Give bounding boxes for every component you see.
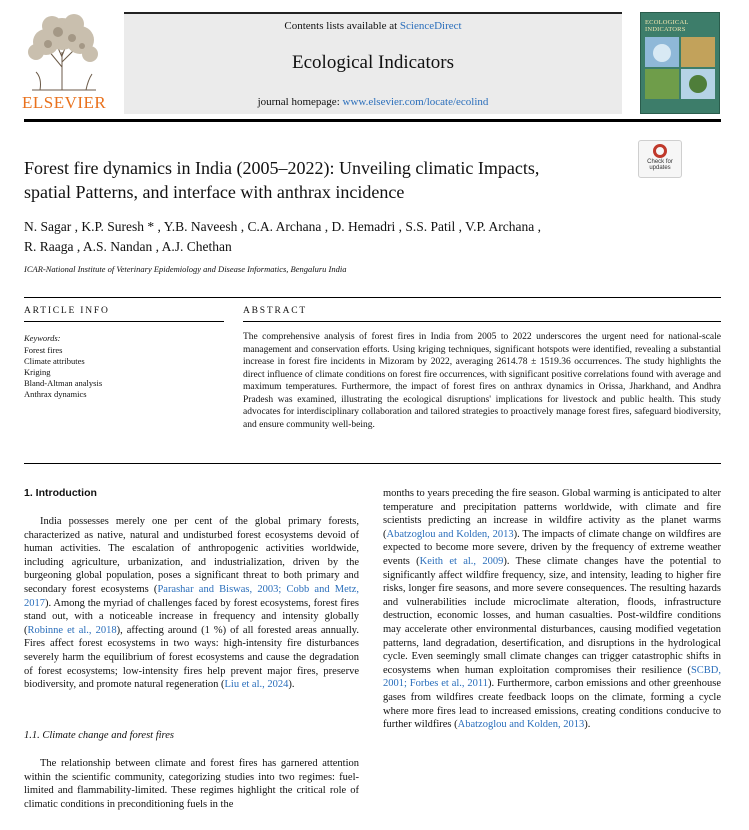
citation-link[interactable]: Keith et al., 2009 — [419, 555, 504, 567]
homepage-line: journal homepage: www.elsevier.com/locate/ecolind — [257, 96, 489, 108]
section-rule — [24, 297, 721, 298]
article-title: Forest fire dynamics in India (2005–2022): Unveiling climatic Impacts, spatial Patterns, and interface with anthrax incidence — [24, 158, 540, 202]
keyword-item: Climate attributes — [24, 356, 85, 366]
keyword-item: Bland-Altman analysis — [24, 378, 103, 388]
journal-header — [124, 12, 622, 114]
article-info-rule — [24, 321, 224, 322]
check-updates-line1: Check for — [647, 159, 673, 165]
cover-title-line1: ECOLOGICAL — [645, 19, 689, 26]
sciencedirect-link[interactable]: ScienceDirect — [399, 20, 462, 32]
intro-paragraph: India possesses merely one per cent of the global primary forests, characterized as native, natural and undisturbed forest ecosystems devoid of human activities. The escalation of anthropogenic activities worldwide, including agriculture, urbanization, and industrialization, driven by the burgeoning global population, poses a significant threat to both primary and secondary forest ecosystems (Parashar and Biswas, 2003; Cobb and Metz, 2017). Among the myriad of challenges faced by forest ecosystems, forest fires stand out, with a noticeable increase in frequency and intensity globally (Robinne et al., 2018), affecting around (1 %) of all forested areas annually. Fires affect forest ecosystems in two ways: high-intensity fire disturbances severely harm the equilibrium of forest ecosystems and cause the degradation of forest ecosystems; low-intensity fires help prevent major fires, preserve biodiversity, and promote natural regeneration (Liu et al., 2024). — [24, 516, 359, 691]
author-list: N. Sagar , K.P. Suresh * , Y.B. Naveesh , C.A. Archana , D. Hemadri , S.S. Patil , V.P. Archana , R. Raaga , A.S. Nandan , A.J. Chethan — [24, 219, 541, 254]
publisher-name: ELSEVIER — [22, 93, 107, 112]
right-column-paragraph: months to years preceding the fire season. Global warming is anticipated to alter temperature and precipitation patterns worldwide, with climate and fire scientists predicting an increase in wildfire activity as the planet warms (Abatzoglou and Kolden, 2013). The impacts of climate change on wildfires are expected to become more severe, driven by the frequency of extreme weather events (Keith et al., 2009). These climate changes have the potential to significantly affect wildfire frequency, size, and intensity, leading to higher fire risks, longer fire seasons, and more severe consequences. The resulting hazards and vulnerabilities include microclimate alteration, floods, infrastructure destruction, economic losses, and human casualties. Post-wildfire conditions may accelerate other environmental disturbances, causing modified vegetation patterns, land degradation, desertification, and disruptions in the hydrological cycle. Even seemingly small climate changes can trigger catastrophic shifts in ecosystems when human exploitation compromises their resilience (SCBD, 2001; Forbes et al., 2011). Furthermore, carbon emissions and other greenhouse gases from wildfires create feedback loops on the climate, forming a cycle where more fires lead to increased emissions, creating conditions conducive to further wildfires (Abatzoglou and Kolden, 2013). — [383, 488, 721, 731]
abstract-heading: ABSTRACT — [243, 306, 308, 316]
abstract-bottom-rule — [24, 463, 721, 464]
abstract-text: The comprehensive analysis of forest fires in India from 2005 to 2022 underscores the urgent need for national-scale management and conservation efforts. Using kriging techniques, significant hotspots were identified, revealing a substantial increase in forest fire incidents in Mizoram by 2022, averaging 2614.78 ± 1519.36 occurrences. The study highlights the direct influence of climate conditions on forest fire occurrences, with significant positive correlations found with average and maximum temperatures. Furthermore, the impact of forest fires on anthrax dynamics in Orissa, Jharkhand, and Andhra Pradesh was examined, illustrating the ecological disruptions' implications for livestock and public health. This study advocates for interdisciplinary collaboration and tailored strategies to proactively manage forest fires, safeguard biodiversity, and ensure community well-being. — [243, 332, 721, 430]
affiliation: ICAR-National Institute of Veterinary Epidemiology and Disease Informatics, Bengaluru India — [24, 264, 347, 274]
citation-link[interactable]: Liu et al., 2024 — [224, 679, 289, 691]
subsection-paragraph: The relationship between climate and forest fires has garnered attention within the scientific community, categorizing studies into two regimes: fuel-limited and flammability-limited. These regimes highlight the critical role of climatic conditions in preconditioning fuels in the — [24, 758, 359, 810]
citation-link[interactable]: SCBD, 2001; Forbes et al., 2011 — [383, 664, 721, 690]
keyword-item: Kriging — [24, 367, 51, 377]
keywords-label: Keywords: — [24, 333, 61, 343]
check-updates-line2: updates — [649, 165, 671, 171]
keyword-item: Forest fires — [24, 345, 63, 355]
contents-line: Contents lists available at ScienceDirect — [284, 20, 462, 32]
journal-name: Ecological Indicators — [292, 52, 454, 73]
subsection-heading: 1.1. Climate change and forest fires — [24, 730, 174, 741]
introduction-heading: 1. Introduction — [24, 487, 97, 499]
citation-link[interactable]: Robinne et al., 2018 — [27, 624, 117, 636]
citation-link[interactable]: Parashar and Biswas, 2003; Cobb and Metz, 2017 — [24, 583, 359, 609]
abstract-rule — [243, 321, 721, 322]
citation-link[interactable]: Abatzoglou and Kolden, 2013 — [386, 528, 514, 540]
cover-title-line2: INDICATORS — [645, 26, 686, 33]
homepage-link[interactable]: www.elsevier.com/locate/ecolind — [342, 96, 489, 108]
journal-cover-image — [640, 12, 720, 114]
article-info-heading: ARTICLE INFO — [24, 306, 110, 316]
citation-link[interactable]: Abatzoglou and Kolden, 2013 — [457, 719, 585, 731]
check-for-updates-badge[interactable] — [638, 140, 682, 178]
header-rule — [24, 119, 721, 122]
check-updates-icon — [653, 144, 667, 158]
keyword-item: Anthrax dynamics — [24, 389, 87, 399]
